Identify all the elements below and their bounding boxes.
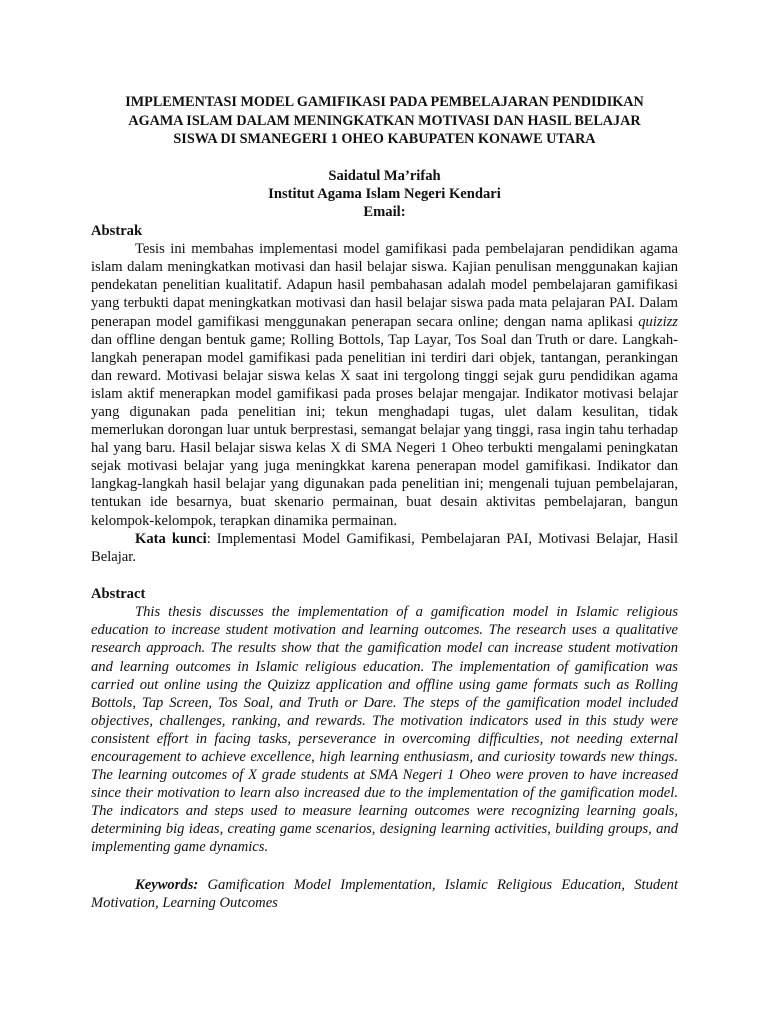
abstract-keywords-label: Keywords: — [135, 876, 199, 893]
title-line-2: AGAMA ISLAM DALAM MENINGKATKAN MOTIVASI DAN HASIL BELAJAR — [128, 112, 641, 129]
paper-title — [91, 93, 678, 149]
abstrak-keywords — [91, 530, 678, 566]
abstrak-heading: Abstrak — [91, 222, 143, 239]
author-block — [91, 167, 678, 222]
abstrak-keywords-text: : Implementasi Model Gamifikasi, Pembelajaran PAI, Motivasi Belajar, Hasil Belajar. — [91, 530, 678, 565]
abstract-keywords-text: Gamification Model Implementation, Islamic Religious Education, Student Motivation, Learning Outcomes — [91, 876, 678, 911]
abstrak-text-part-1: Tesis ini membahas implementasi model gamifikasi pada pembelajaran pendidikan agama islam dalam meningkatkan motivasi dan hasil belajar siswa. Kajian penulisan menggunakan kajian pendekatan penelitian kualitatif. Adapun hasil pembahasan adalah model pembelajaran gamifikasi yang terbukti dapat meningkatkan motivasi dan hasil belajar siswa pada mata pelajaran PAI. Dalam penerapan model gamifikasi menggunakan penerapan secara online; dengan nama aplikasi — [91, 241, 678, 330]
abstrak-italic-app-name: quizizz — [638, 313, 678, 330]
document-content — [91, 93, 678, 912]
abstrak-keywords-label: Kata kunci — [135, 530, 207, 547]
abstrak-body — [91, 240, 678, 530]
section-spacer — [91, 566, 678, 585]
abstract-heading: Abstract — [91, 585, 146, 602]
author-name: Saidatul Ma’rifah — [328, 167, 441, 184]
author-email-label: Email: — [363, 204, 406, 221]
author-institution: Institut Agama Islam Negeri Kendari — [268, 185, 501, 202]
keywords-spacer — [91, 857, 678, 876]
abstract-keywords — [91, 876, 678, 912]
abstract-body: This thesis discusses the implementation of a gamification model in Islamic religious education to increase student motivation and learning outcomes. The research uses a qualitative research approach. The results show that the gamification model can increase student motivation and learning outcomes in Islamic religious education. The implementation of gamification was carried out online using the Quizizz application and offline using game formats such as Rolling Bottols, Tap Screen, Tos Soal, and Truth or Dare. The steps of the gamification model included objectives, challenges, ranking, and rewards. The motivation indicators used in this study were consistent effort in facing tasks, perseverance in overcoming difficulties, not needing external encouragement to achieve excellence, high learning enthusiasm, and curiosity towards new things. The learning outcomes of X grade students at SMA Negeri 1 Oheo were proven to have increased since their motivation to learn also increased due to the implementation of the gamification model. The indicators and steps used to measure learning outcomes were recognizing learning goals, determining big ideas, creating game scenarios, designing learning activities, building groups, and implementing game dynamics. — [91, 604, 678, 856]
title-line-1: IMPLEMENTASI MODEL GAMIFIKASI PADA PEMBELAJARAN PENDIDIKAN — [125, 94, 644, 110]
title-line-3: SISWA DI SMANEGERI 1 OHEO KABUPATEN KONAWE UTARA — [173, 131, 596, 147]
abstrak-text-part-2: dan offline dengan bentuk game; Rolling Bottols, Tap Layar, Tos Soal dan Truth or dare. Langkah-langkah penerapan model gamifikasi pada penelitian ini terdiri dari objek, tantangan, perankingan dan reward. Motivasi belajar siswa kelas X saat ini tergolong tinggi sejak guru pendidikan agama islam aktif menerapkan model gamifikasi pada proses belajar mengajar. Indikator motivasi belajar yang digunakan pada penelitian ini; tekun menghadapi tugas, ulet dalam kesulitan, tidak memerlukan dorongan luar untuk berprestasi, semangat belajar yang tinggi, rasa ingin tahu terhadap hal yang baru. Hasil belajar siswa kelas X di SMA Negeri 1 Oheo terbukti mengalami peningkatan sejak motivasi belajar yang juga meningkkat karena penerapan model gamifikasi. Indikator dan langkag-langkah hasil belajar yang digunakan pada penelitian ini; mengenali tujuan pembelajaran, tentukan ide besarnya, buat skenario permainan, buat desain aktivitas pembelajaran, bangun kelompok-kelompok, terapkan dinamika permainan. — [91, 331, 678, 529]
